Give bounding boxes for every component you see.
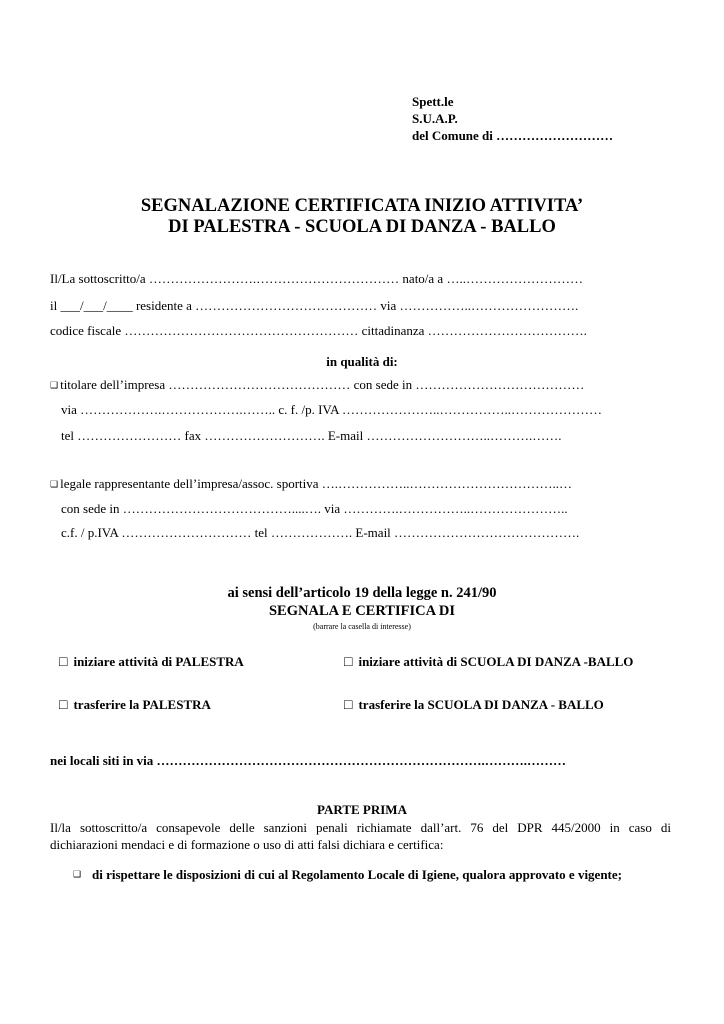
part-one-item-1: di rispettare le disposizioni di cui al Regolamento Locale di Igiene, qualora approvato e vigente; [92,867,622,882]
bullet-icon: ❑ [73,869,82,879]
choice-move-dance[interactable] [344,697,604,715]
part-one-text-line-1: Il/la sottoscritto/a consapevole delle sanzioni penali richiamate dall’art. 76 del DPR 445/2000 in caso di [50,820,671,835]
legale-line-3: c.f. / p.IVA ………………………… tel ………………. E-mail ……………………………………. [61,525,580,540]
declarant-tax-code-line: codice fiscale ……………………………………………… cittadinanza ………………………………. [50,323,587,338]
addressee-line-1: Spett.le [412,94,454,109]
checkbox-icon[interactable]: □ [344,655,353,670]
document-title-line-2: DI PALESTRA - SCUOLA DI DANZA - BALLO [168,217,556,237]
titolare-line-3: tel …………………… fax ………………………. E-mail ………………………..……….……. [61,428,562,443]
document-title-line-1: SEGNALAZIONE CERTIFICATA INIZIO ATTIVITA’ [140,196,584,216]
choice-start-dance[interactable] [344,654,633,672]
part-one-text [50,819,671,853]
premises-line: nei locali siti in via ………………………………………………………………….……….……… [50,753,567,768]
checkbox-icon[interactable]: ❑ [50,380,59,390]
legal-basis-line: ai sensi dell’articolo 19 della legge n. 241/90 [227,585,497,601]
segnala-heading: SEGNALA E CERTIFICA DI [268,603,456,619]
choice-move-gym-label: trasferire la PALESTRA [73,697,211,712]
legal-basis-note: (barrare la casella di interesse) [313,622,411,631]
choice-start-gym-label: iniziare attività di PALESTRA [73,654,244,669]
checkbox-icon[interactable]: □ [59,655,68,670]
addressee-block [412,93,613,144]
declarant-name-line: Il/La sottoscritto/a …………………….…………………………… nato/a a …..……………………… [50,271,583,286]
choice-start-gym[interactable] [59,654,244,672]
declarant-birth-residence-line: il ___/___/____ residente a …………………………………… via ……………..……………………. [50,298,579,313]
titolare-line-2: via ……………….……………….…….. c. f. /p. IVA …………………..……………..………………… [61,402,603,417]
part-one-heading: PARTE PRIMA [317,802,407,817]
in-qualita-heading: in qualità di: [326,354,398,369]
legale-line-2: con sede in …………………………………....…. via ………….……………..………………….. [61,501,568,516]
legale-line-1: legale rappresentante dell’impresa/assoc. sportiva ….……………..……………………………..… [60,476,573,491]
option-titolare [50,377,584,393]
option-legale [50,476,572,492]
checkbox-icon[interactable]: □ [344,698,353,713]
titolare-line-1: titolare dell’impresa …………………………………… con sede in ………………………………… [60,377,585,392]
checkbox-icon[interactable]: ❑ [50,479,59,489]
choice-start-dance-label: iniziare attività di SCUOLA DI DANZA -BALLO [358,654,634,669]
choice-move-dance-label: trasferire la SCUOLA DI DANZA - BALLO [358,697,604,712]
addressee-line-2: S.U.A.P. [412,111,458,126]
choice-move-gym[interactable] [59,697,211,715]
part-one-text-line-2: dichiarazioni mendaci e di formazione o uso di atti falsi dichiara e certifica: [50,837,444,852]
addressee-line-3: del Comune di ……………………… [412,128,614,143]
checkbox-icon[interactable]: □ [59,698,68,713]
